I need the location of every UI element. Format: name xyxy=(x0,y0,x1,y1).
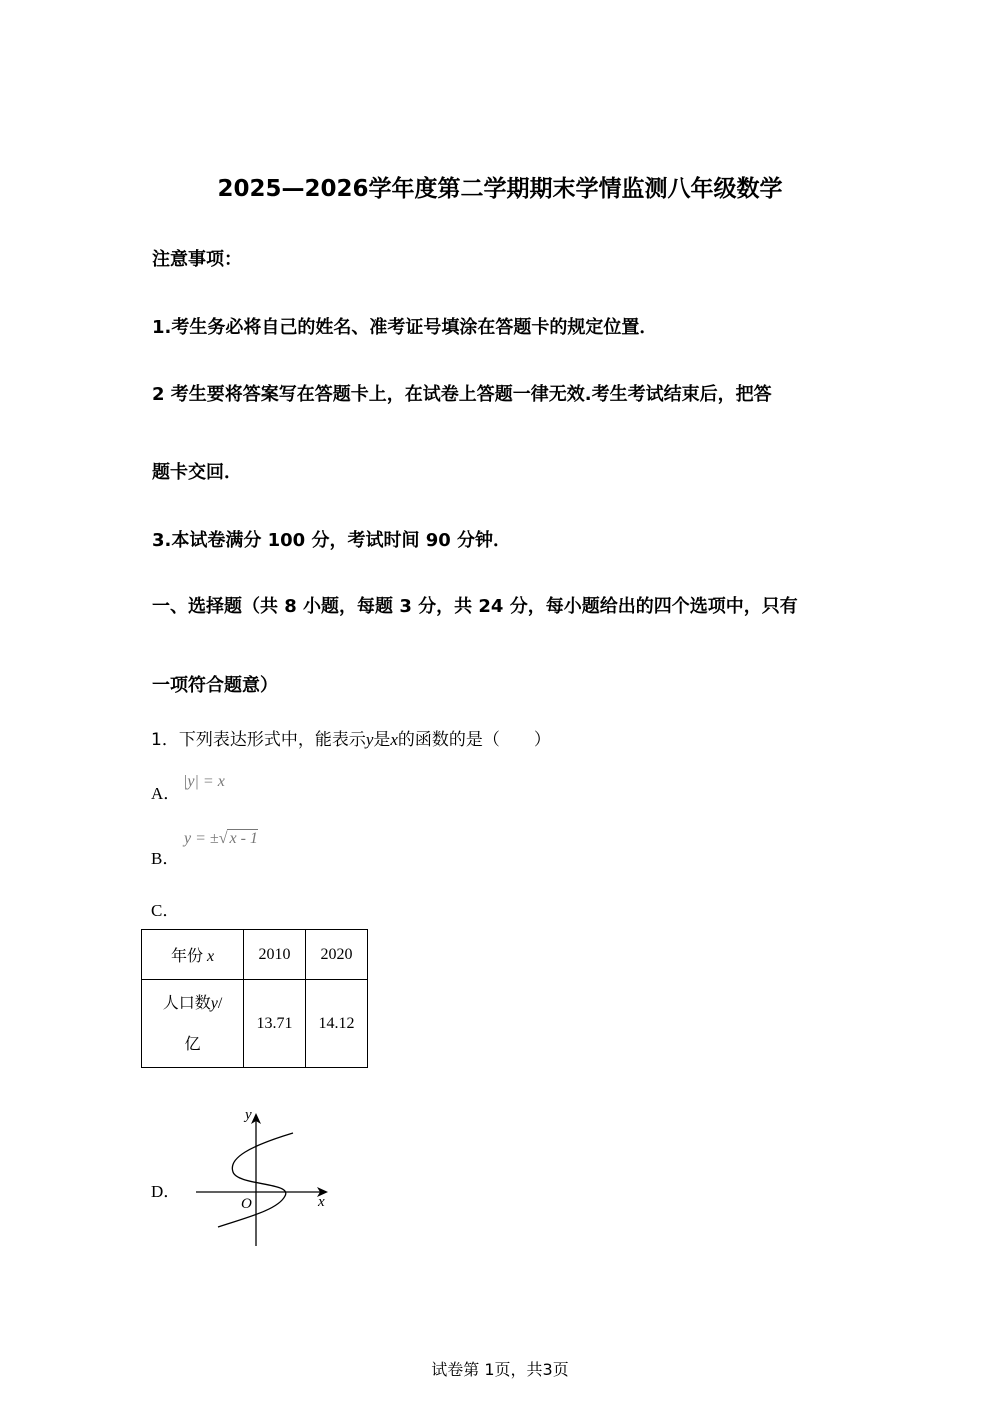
table-row xyxy=(142,930,368,980)
option-d-graph xyxy=(190,1100,340,1250)
section-heading-line-2: 一项符合题意） xyxy=(152,675,278,696)
option-b-radicand: x - 1 xyxy=(229,830,258,847)
table-cell-population-header xyxy=(142,980,244,1068)
option-b-expression xyxy=(184,830,258,848)
header-population: 人口数 xyxy=(162,992,211,1012)
page-footer: 试卷第 1页，共3页 xyxy=(431,1360,569,1379)
sqrt-icon: √ xyxy=(218,830,228,847)
header-year: 年份 xyxy=(170,946,203,965)
option-c-label: C． xyxy=(151,901,180,920)
exam-title: 2025—2026学年度第二学期期末学情监测八年级数学 xyxy=(217,176,783,202)
graph-y-label: y xyxy=(245,1107,252,1123)
notice-item-1: 1.考生务必将自己的姓名、准考证号填涂在答题卡的规定位置． xyxy=(152,317,658,338)
header-var-y: y xyxy=(210,994,218,1012)
option-a-expression: |y| = x xyxy=(183,773,225,790)
option-b-label: B． xyxy=(151,849,180,868)
section-heading-line-1: 一、选择题（共 8 小题，每题 3 分，共 24 分，每小题给出的四个选项中，只有 xyxy=(152,596,798,617)
table-cell-year-header xyxy=(142,930,244,980)
option-c-table xyxy=(141,929,368,1068)
question-1-stem xyxy=(151,725,551,750)
notice-item-3: 3.本试卷满分 100 分，考试时间 90 分钟． xyxy=(152,530,512,551)
var-y: y xyxy=(365,730,374,749)
table-cell: 2010 xyxy=(244,930,306,980)
notice-item-2-line-2: 题卡交回． xyxy=(152,462,242,483)
notice-heading: 注意事项： xyxy=(152,249,242,270)
table-cell: 13.71 xyxy=(244,980,306,1068)
graph-x-label: x xyxy=(318,1194,325,1210)
header-unit: 亿 xyxy=(184,1033,201,1053)
notice-item-2-line-1: 2 考生要将答案写在答题卡上，在试卷上答题一律无效.考生考试结束后，把答 xyxy=(152,384,772,405)
header-slash: / xyxy=(217,994,223,1012)
stem-suffix: 的函数的是（ ） xyxy=(397,730,551,750)
table-cell: 2020 xyxy=(306,930,368,980)
var-x: x xyxy=(390,730,398,749)
stem-prefix: 1．下列表达形式中，能表示 xyxy=(151,730,366,750)
option-d-label: D． xyxy=(151,1182,181,1201)
table-cell: 14.12 xyxy=(306,980,368,1068)
option-a-label: A． xyxy=(151,784,181,803)
stem-mid: 是 xyxy=(373,730,391,750)
graph-origin-label: O xyxy=(241,1196,252,1212)
header-var-x: x xyxy=(206,948,215,965)
table-row xyxy=(142,980,368,1068)
option-b-lhs: y = ± xyxy=(184,830,219,847)
